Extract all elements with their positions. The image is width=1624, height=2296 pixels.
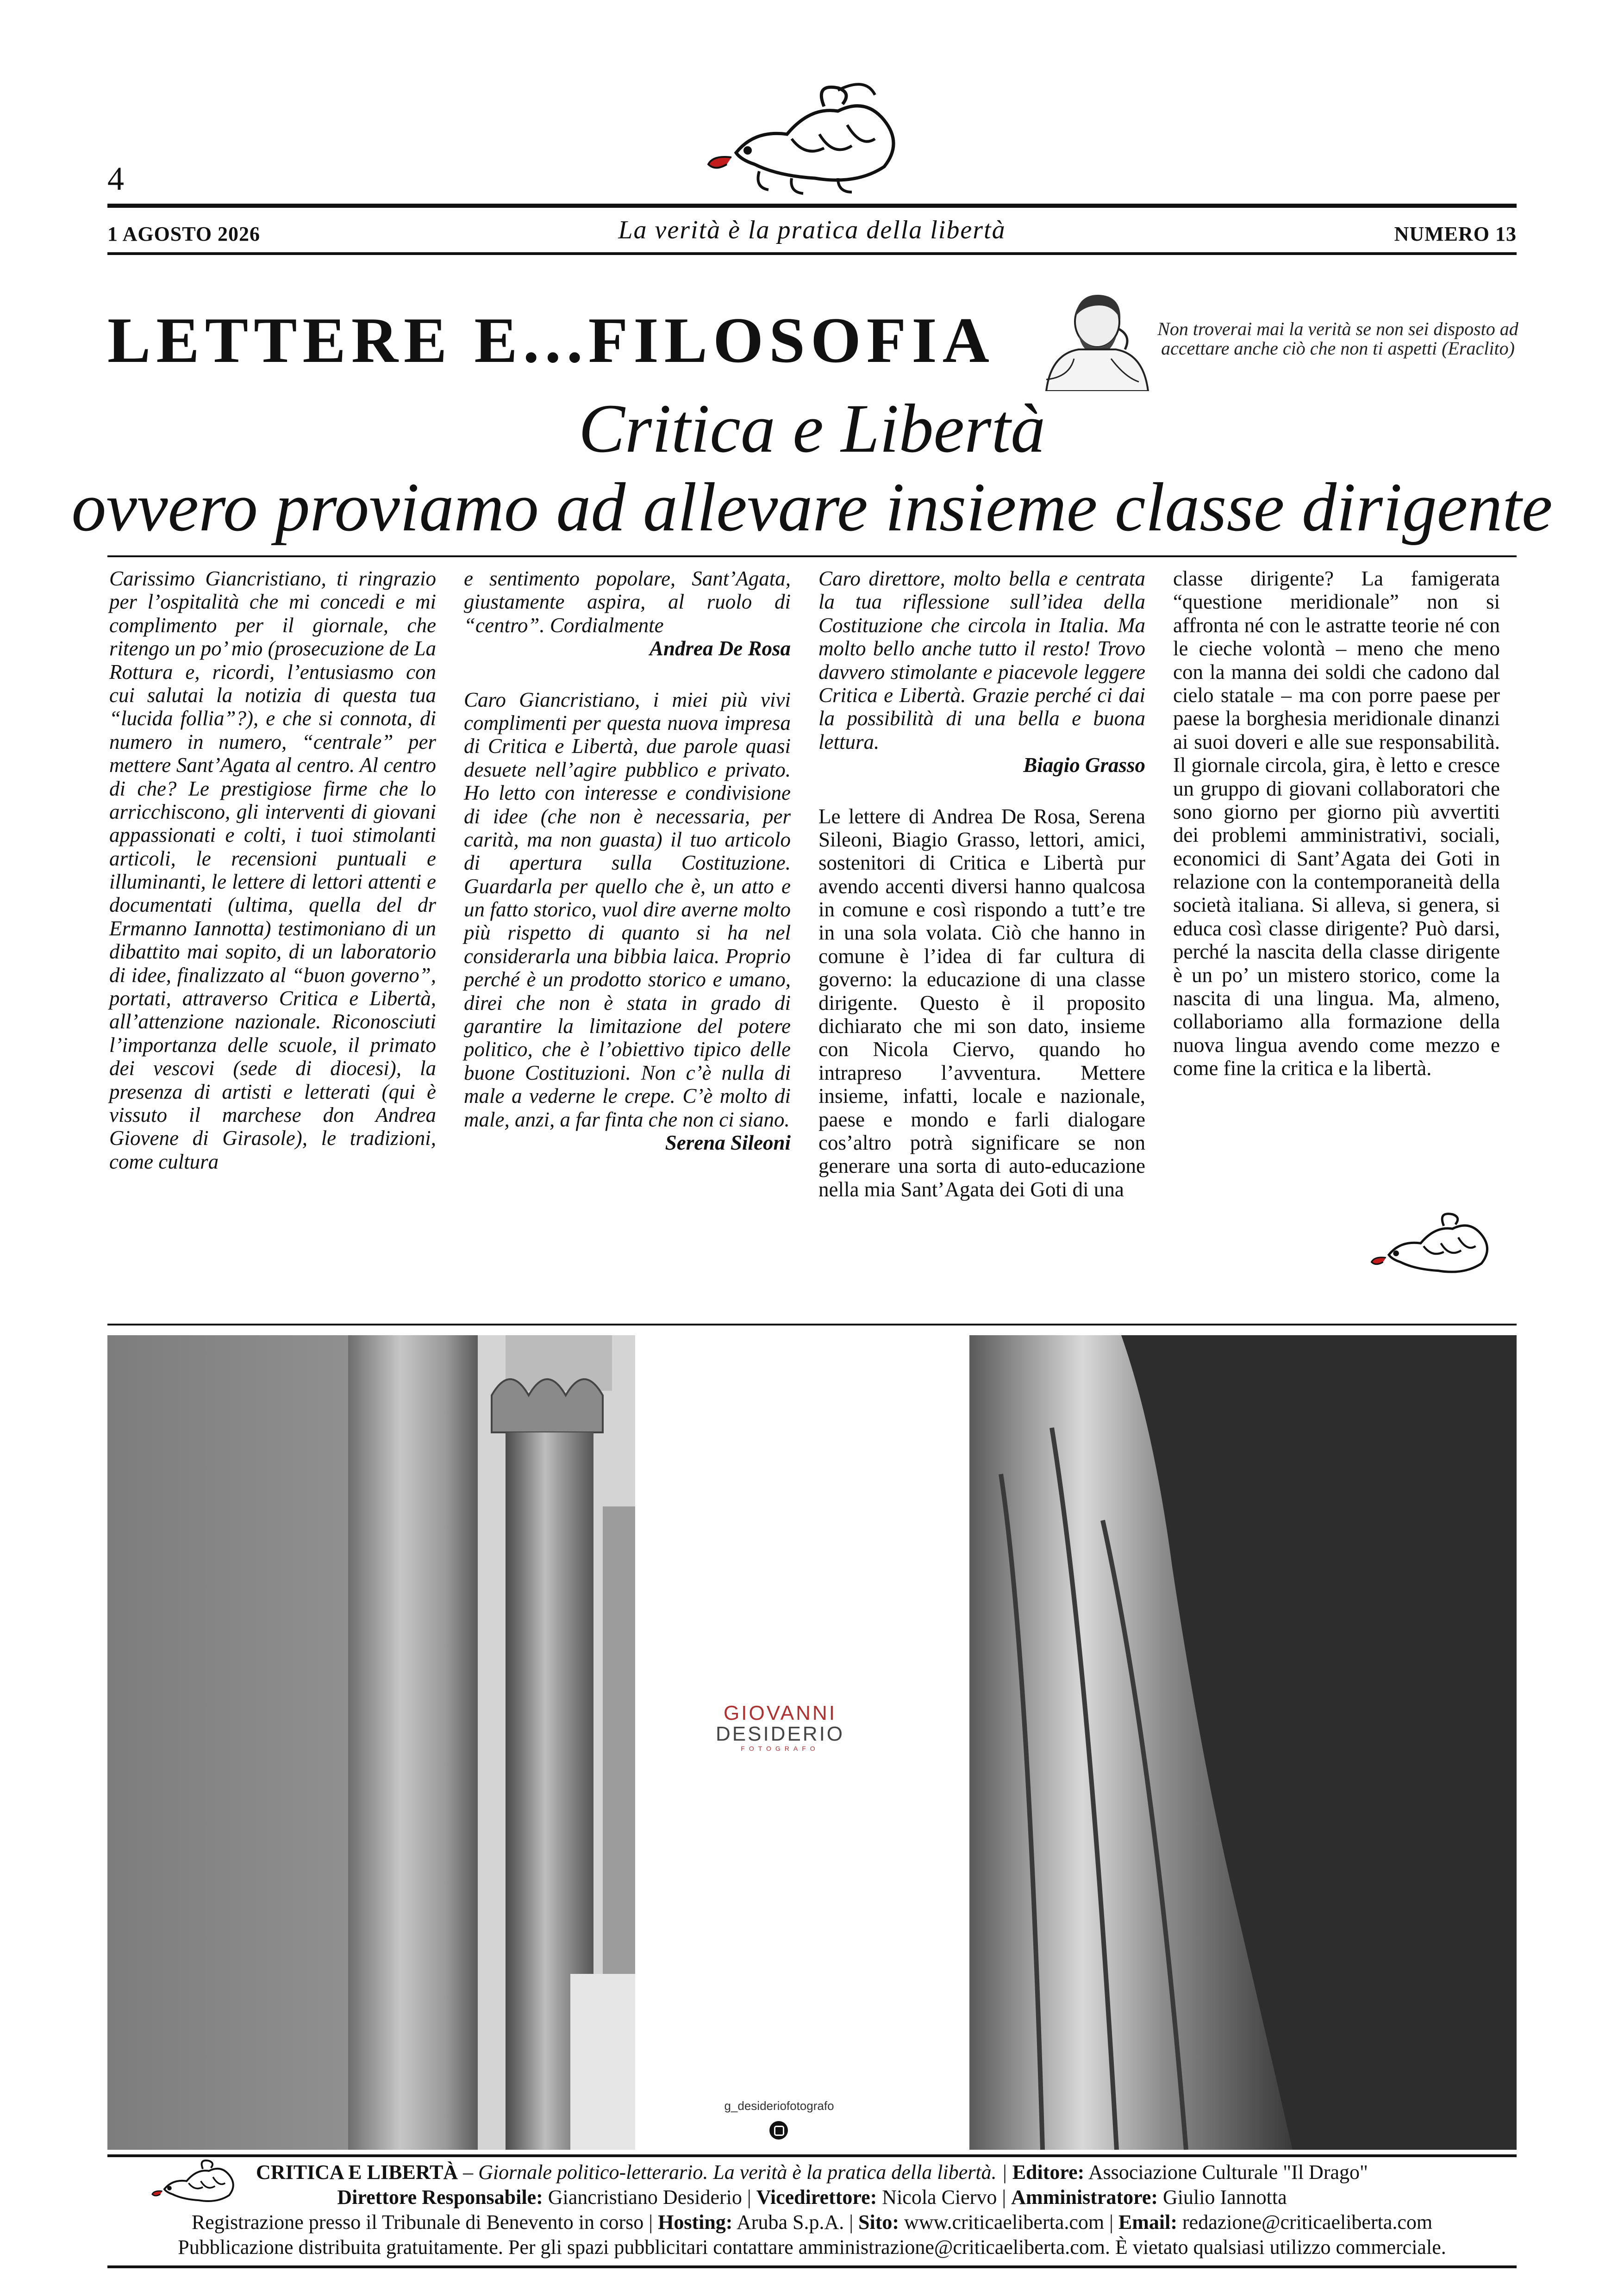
headline-title: Critica e Libertà [578, 390, 1046, 467]
footer-publication-name: CRITICA E LIBERTÀ [256, 2161, 458, 2184]
header-rule-top [107, 204, 1517, 208]
footer-registration: Registrazione presso il Tribunale di Benevento in corso | [191, 2211, 658, 2234]
footer-email-link[interactable]: redazione@criticaeliberta.com [1177, 2211, 1433, 2234]
footer-vice-label: Vicedirettore: [756, 2186, 877, 2209]
letter-column-4 [1173, 567, 1500, 1080]
photographer-logo [712, 1703, 849, 1752]
letter-de-rosa-closing: e sentimento popolare, Sant’Agata, giustamente aspira, al ruolo di “centro”. Cordialmente [464, 567, 791, 637]
signature-grasso: Biagio Grasso [1023, 753, 1145, 777]
letter-column-2 [464, 567, 791, 1154]
issue-number: NUMERO 13 [1394, 223, 1517, 245]
heraclitus-portrait [1018, 285, 1157, 391]
letter-de-rosa-body: Carissimo Giancristiano, ti ringrazio per l’ospitalità che mi concedi e mi complimento per il giornale, che ritengo un po’ mio (prosecuzione de La Rottura e, ricordi, l’entusiasmo con cui salutai la notizia di questa tua “lucida follia”?), e che si connota, di numero in numero, “centrale” per mettere Sant’Agata al centro. Al centro di che? Le prestigiose firme che lo arricchiscono, gli interventi di giovani appassionati e colti, i tuoi stimolanti articoli, le recensioni puntuali e illuminanti, le lettere di lettori attenti e documentati (ultima, quella del dr Ermanno Iannotta) testimoniano di un dibattito mai sopito, di un laboratorio di idee, finalizzato al “buon governo”, portati, attraverso Critica e Libertà, all’attenzione nazionale. Riconosciuti l’importanza delle scuole, il primato dei vescovi (sede di diocesi), la presenza di artisti e letterati (qui è vissuto il marchese don Andrea Giovene di Girasole), le tradizioni, come cultura [109, 567, 436, 1173]
footer-editor-label: Editore: [1012, 2161, 1085, 2184]
footer-site-label: Sito: [858, 2211, 899, 2234]
issue-date: 1 AGOSTO 2026 [107, 223, 261, 245]
letter-column-3 [818, 567, 1145, 1201]
letter-sileoni-body: Caro Giancristiano, i miei più vivi complimenti per questa nuova impresa di Critica e Libertà, due parole quasi desuete nell’agire pubblico e privato. Ho letto con interesse e condivisione di idee (che non è necessaria, per carità, ma non guasta) il tuo articolo di apertura sulla Costituzione. Guardarla per quello che è, un atto e un fatto storico, vuol dire averne molto più rispetto di quanto si ha nel considerarla una bibbia laica. Proprio perché è un prodotto storico e umano, direi che non è stata in grado di garantire la limitazione del potere politico, che è l’obiettivo tipico delle buone Costituzioni. Non c’è nulla di male a vederne le crepe. C’è molto di male, anzi, a far finta che non ci siano. [464, 688, 791, 1131]
signature-de-rosa: Andrea De Rosa [649, 637, 791, 660]
footer-director: Giancristiano Desiderio | [543, 2186, 756, 2209]
heraclitus-quote: Non troverai mai la verità se non sei disposto ad accettare anche ciò che non ti aspetti (Eraclito) [1157, 318, 1518, 359]
footer-hosting-label: Hosting: [658, 2211, 733, 2234]
footer-admin: Giulio Iannotta [1158, 2186, 1287, 2209]
photographer-logo-surname: DESIDERIO [715, 1723, 845, 1745]
footer-rule-top [107, 2154, 1517, 2157]
footer-editor: Associazione Culturale "Il Drago" [1084, 2161, 1368, 2184]
page-number: 4 [107, 160, 124, 197]
headline-rule [107, 555, 1517, 557]
footer-line-2 [0, 2185, 1624, 2210]
motto: La verità è la pratica della libertà [618, 216, 1006, 244]
footer-line-4: Pubblicazione distribuita gratuitamente. Per gli spazi pubblicitari contattare amministrazione@criticaeliberta.com. È vietato qualsiasi utilizzo commerciale. [178, 2236, 1446, 2259]
headline-subtitle: ovvero proviamo ad allevare insieme classe dirigente [71, 469, 1553, 546]
dragon-logo [699, 79, 921, 199]
footer-line-3 [0, 2210, 1624, 2235]
header-rule-bottom [107, 252, 1517, 255]
footer-hosting: Aruba S.p.A. | [732, 2211, 859, 2234]
dragon-endmark-icon [1366, 1208, 1505, 1284]
photo-rule [107, 1324, 1517, 1325]
footer-admin-label: Amministratore: [1011, 2186, 1158, 2209]
reply-continuation: classe dirigente? La famigerata “questione meridionale” non si affronta né con le astratte teorie né con le cieche volontà – meno che meno con la manna dei soldi che cadono dal cielo statale – ma con porre paese per paese la borghesia meridionale dinanzi ai suoi doveri e alle sue responsabilità. Il giornale circola, gira, è letto e cresce un gruppo di giovani collaboratori che sono giorno per giorno più avvertiti dei problemi amministrativi, sociali, economici di Sant’Agata dei Goti in relazione con la contemporaneità della società italiana. Si alleva, si genera, si educa così classe dirigente? Può darsi, perché la nascita della classe dirigente è un po’ un mistero storico, come la nascita di una lingua. Ma, almeno, collaboriamo alla formazione della nuova lingua avendo come mezzo e come fine la critica e la libertà. [1173, 567, 1500, 1080]
reply-body: Le lettere di Andrea De Rosa, Serena Sileoni, Biagio Grasso, lettori, amici, sostenitori di Critica e Libertà pur avendo accenti diversi hanno qualcosa in comune e così rispondo a tutt’e tre in una sola volata. Ciò che hanno in comune è l’idea di far cultura di governo: la educazione di una classe dirigente. Questo è il proposito dichiarato che mi son dato, insieme con Nicola Ciervo, quando ho intrapreso l’avventura. Mettere insieme, infatti, locale e nazionale, paese e mondo e farli dialogare cos’altro potrà significare se non generare una sorta di auto-educazione nella mia Sant’Agata dei Goti di una [818, 804, 1145, 1201]
photographer-logo-name: GIOVANNI [724, 1702, 837, 1724]
signature-sileoni: Serena Sileoni [665, 1131, 791, 1154]
photographer-logo-tagline: FOTOGRAFO [741, 1745, 819, 1753]
letter-column-1 [109, 567, 436, 1173]
letter-grasso-body: Caro direttore, molto bella e centrata la tua riflessione sull’idea della Costituzione che circola in Italia. Ma molto bello anche tutto il resto! Trovo davvero stimolante e piacevole leggere Critica e Libertà. Grazie perché ci dai la possibilità di una bella e buona lettura. [818, 567, 1145, 753]
footer-site-link[interactable]: www.criticaeliberta.com | [899, 2211, 1118, 2234]
footer-publication-desc: – Giornale politico-letterario. La verità è la pratica della libertà. | [458, 2161, 1012, 2184]
photo-spread [107, 1335, 1517, 2150]
footer-director-label: Direttore Responsabile: [337, 2186, 543, 2209]
footer-rule-bottom [107, 2265, 1517, 2268]
footer-email-label: Email: [1118, 2211, 1178, 2234]
footer-line-1 [93, 2160, 1531, 2185]
instagram-handle: g_desideriofotografo [724, 2099, 834, 2113]
instagram-icon[interactable] [769, 2121, 788, 2140]
section-title: LETTERE E...FILOSOFIA [107, 305, 995, 376]
footer-vice: Nicola Ciervo | [877, 2186, 1012, 2209]
